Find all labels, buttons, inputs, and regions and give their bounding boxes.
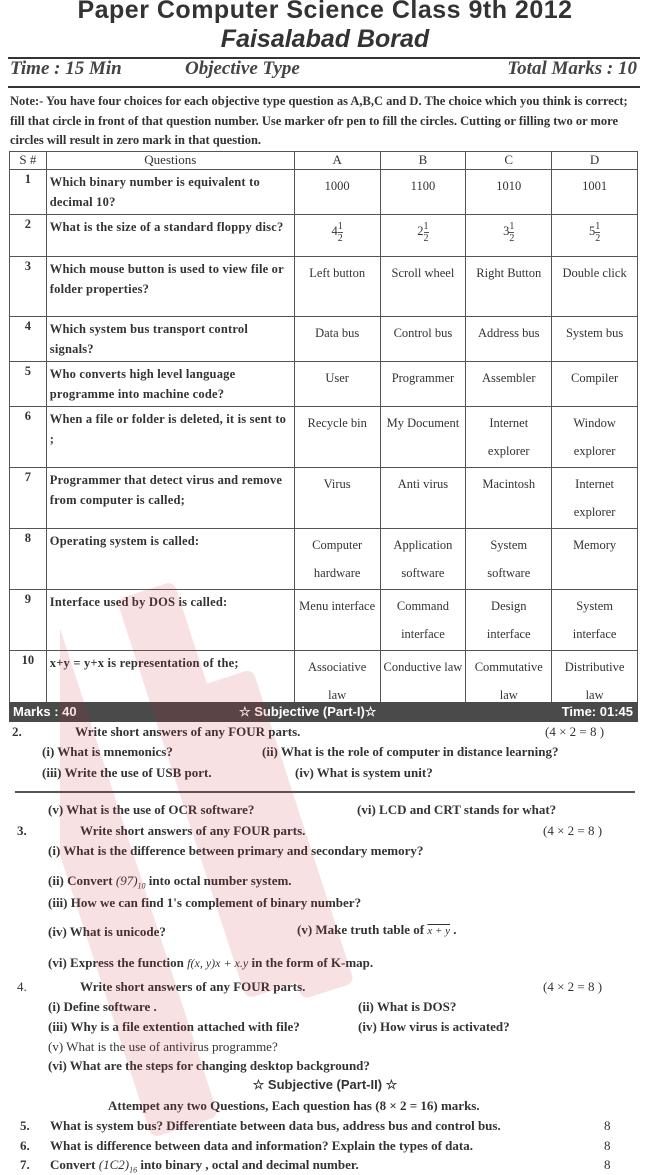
- question-text: Which binary number is equivalent to decimal 10?: [46, 170, 294, 215]
- option-c: Macintosh: [466, 468, 552, 529]
- q7-prefix: Convert: [50, 1157, 96, 1172]
- question-number: 10: [10, 651, 47, 712]
- q7-suffix: into binary , octal and decimal number.: [140, 1157, 359, 1172]
- table-row: [10, 215, 638, 257]
- option-c: Address bus: [466, 317, 552, 362]
- option-d: Distributive law: [552, 651, 638, 712]
- q3-v-prefix: (v) Make truth table of: [297, 922, 425, 937]
- option-b: 2 $\frac{1}{2}$: [380, 215, 466, 257]
- q3-part-vi: [48, 955, 373, 971]
- question-number: 4: [10, 317, 47, 362]
- section-divider: [15, 791, 635, 793]
- option-d: Double click: [552, 257, 638, 317]
- option-c: 1010: [466, 170, 552, 215]
- option-a: Associative law: [294, 651, 380, 712]
- question-text: x+y = y+x is representation of the;: [46, 651, 294, 712]
- option-d: Window explorer: [552, 407, 638, 468]
- q3-ii-suffix: into octal number system.: [148, 873, 292, 888]
- part2-instruction: Attempet any two Questions, Each question has (8 × 2 = 16) marks.: [108, 1098, 480, 1113]
- q3-heading: Write short answers of any FOUR parts.: [80, 823, 306, 838]
- option-b: Anti virus: [380, 468, 466, 529]
- option-a: Menu interface: [294, 590, 380, 651]
- question-number: 2: [10, 215, 47, 257]
- table-row: [10, 529, 638, 590]
- option-a: Recycle bin: [294, 407, 380, 468]
- q2-marks: (4 × 2 = 8 ): [545, 724, 605, 739]
- q2-part-iv: (iv) What is system unit?: [295, 765, 433, 780]
- q2-part-iii: (iii) Write the use of USB port.: [42, 765, 212, 780]
- option-c: Internet explorer: [466, 407, 552, 468]
- option-d: 5 $\frac{1}{2}$: [552, 215, 638, 257]
- q4-number: 4.: [17, 979, 27, 994]
- q4-part-iv: (iv) How virus is activated?: [358, 1019, 510, 1034]
- option-b: Conductive law: [380, 651, 466, 712]
- col-header: A: [294, 152, 380, 170]
- q4-marks: (4 × 2 = 8 ): [543, 979, 603, 994]
- q7-number: 7.: [20, 1157, 30, 1172]
- option-a: 1000: [294, 170, 380, 215]
- q3-marks: (4 × 2 = 8 ): [543, 823, 603, 838]
- subjective-header-bar: [9, 702, 638, 722]
- question-text: Who converts high level language programme into machine code?: [46, 362, 294, 407]
- q3-part-i: (i) What is the difference between primary and secondary memory?: [48, 843, 424, 858]
- mixed-fraction: 3: [503, 224, 510, 238]
- option-b: Programmer: [380, 362, 466, 407]
- table-row: [10, 362, 638, 407]
- q3-vi-suffix: in the form of K-map.: [251, 955, 374, 970]
- time-label: Time : 15 Min: [10, 58, 122, 79]
- table-row: [10, 407, 638, 468]
- q7-number-value: [98, 1157, 138, 1175]
- q3-part-iv: (iv) What is unicode?: [48, 924, 166, 939]
- q3-vi-expression: f(x, y)x + x.y: [187, 956, 249, 970]
- option-c: Design interface: [466, 590, 552, 651]
- question-text: What is the size of a standard floppy disc?: [46, 215, 294, 257]
- question-number: 6: [10, 407, 47, 468]
- option-c: Assembler: [466, 362, 552, 407]
- question-number: 8: [10, 529, 47, 590]
- q3-v-suffix: .: [453, 922, 457, 937]
- question-text: Interface used by DOS is called:: [46, 590, 294, 651]
- option-b: 1100: [380, 170, 466, 215]
- subjective-title: ☆ Subjective (Part-I)☆: [239, 704, 377, 719]
- q6-marks: 8: [604, 1138, 611, 1153]
- question-number: 1: [10, 170, 47, 215]
- option-b: Scroll wheel: [380, 257, 466, 317]
- mixed-fraction: 2: [417, 224, 424, 238]
- q2-heading: Write short answers of any FOUR parts.: [75, 724, 301, 739]
- subjective-marks: Marks : 40: [13, 704, 77, 719]
- marks-value: 8: [604, 1157, 611, 1172]
- q5-number: 5.: [20, 1118, 30, 1133]
- option-a: Left button: [294, 257, 380, 317]
- option-b: Control bus: [380, 317, 466, 362]
- col-header: Questions: [46, 152, 294, 170]
- paper-title: Paper Computer Science Class 9th 2012: [77, 0, 573, 24]
- option-c: Right Button: [466, 257, 552, 317]
- number-base: 10: [137, 881, 146, 891]
- note-text: You have four choices for each objective type question as A,B,C and D. The choice which you think is correct; fill that circle in front of that question number. Use marker ofr pen to fill the circles. Cutting or filling two or more circles will result in zero mark in that question.: [10, 94, 628, 147]
- option-d: Internet explorer: [552, 468, 638, 529]
- option-a: Computer hardware: [294, 529, 380, 590]
- option-d: Compiler: [552, 362, 638, 407]
- number-value: (97): [115, 873, 138, 888]
- option-a: User: [294, 362, 380, 407]
- option-b: My Document: [380, 407, 466, 468]
- q5-text: What is system bus? Differentiate between data bus, address bus and control bus.: [50, 1118, 501, 1133]
- q2-part-i: (i) What is mnemonics?: [42, 744, 173, 759]
- option-a: Virus: [294, 468, 380, 529]
- mixed-fraction: 4: [331, 224, 338, 238]
- q3-ii-prefix: (ii) Convert: [48, 873, 113, 888]
- q2-part-v: (v) What is the use of OCR software?: [48, 802, 255, 817]
- header-divider-bottom: [8, 86, 640, 88]
- option-c: Commutative law: [466, 651, 552, 712]
- question-text: Which system bus transport control signals?: [46, 317, 294, 362]
- col-header: S #: [10, 152, 47, 170]
- subjective-time: Time: 01:45: [561, 704, 633, 719]
- option-a: 4 $\frac{1}{2}$: [294, 215, 380, 257]
- option-d: System interface: [552, 590, 638, 651]
- col-header: B: [380, 152, 466, 170]
- q2-part-vi: (vi) LCD and CRT stands for what?: [357, 802, 557, 817]
- option-d: System bus: [552, 317, 638, 362]
- q2-number: 2.: [12, 724, 22, 739]
- q3-part-iii: (iii) How we can find 1's complement of binary number?: [48, 895, 362, 910]
- q3-number: 3.: [17, 823, 27, 838]
- col-header: D: [552, 152, 638, 170]
- option-c: System software: [466, 529, 552, 590]
- option-c: 3 $\frac{1}{2}$: [466, 215, 552, 257]
- option-a: Data bus: [294, 317, 380, 362]
- q3-part-ii: [48, 873, 292, 891]
- question-text: Which mouse button is used to view file or folder properties?: [46, 257, 294, 317]
- total-marks: Total Marks : 10: [507, 58, 637, 79]
- table-row: [10, 170, 638, 215]
- q4-heading: Write short answers of any FOUR parts.: [80, 979, 306, 994]
- q3-part-v: [297, 922, 457, 938]
- q2-part-ii: (ii) What is the role of computer in distance learning?: [262, 744, 559, 759]
- question-text: When a file or folder is deleted, it is sent to ;: [46, 407, 294, 468]
- q7-text: [50, 1157, 359, 1175]
- q4-part-v: (v) What is the use of antivirus programme?: [48, 1039, 278, 1054]
- q6-number: 6.: [20, 1138, 30, 1153]
- question-number: 5: [10, 362, 47, 407]
- question-number: 3: [10, 257, 47, 317]
- question-text: Programmer that detect virus and remove from computer is called;: [46, 468, 294, 529]
- option-b: Command interface: [380, 590, 466, 651]
- question-number: 9: [10, 590, 47, 651]
- part2-title: ☆ Subjective (Part-II) ☆: [252, 1077, 398, 1092]
- number-base: 16: [129, 1165, 138, 1175]
- q4-part-i: (i) Define software .: [48, 999, 157, 1014]
- table-row: [10, 590, 638, 651]
- q7-marks: [604, 1157, 611, 1173]
- paper-type: Objective Type: [185, 58, 300, 79]
- board-name: Faisalabad Borad: [220, 25, 430, 53]
- q3-ii-number: [115, 873, 146, 891]
- q3-vi-prefix: (vi) Express the function: [48, 955, 184, 970]
- table-row: [10, 257, 638, 317]
- q3-v-expression: x + y: [427, 925, 451, 937]
- option-d: 1001: [552, 170, 638, 215]
- col-header: C: [466, 152, 552, 170]
- q4-part-vi: (vi) What are the steps for changing desktop background?: [48, 1058, 370, 1073]
- objective-table: [9, 151, 638, 712]
- table-row: [10, 468, 638, 529]
- question-text: Operating system is called:: [46, 529, 294, 590]
- instructions-note: [10, 92, 638, 151]
- mixed-fraction: 5: [588, 224, 596, 238]
- table-row: [10, 317, 638, 362]
- table-header-row: [10, 152, 638, 170]
- q5-marks: 8: [604, 1118, 611, 1133]
- option-d: Memory: [552, 529, 638, 590]
- note-label: Note:-: [10, 94, 44, 108]
- q6-text: What is difference between data and information? Explain the types of data.: [50, 1138, 473, 1153]
- q4-part-ii: (ii) What is DOS?: [358, 999, 457, 1014]
- option-b: Application software: [380, 529, 466, 590]
- q4-part-iii: (iii) Why is a file extention attached with file?: [48, 1019, 300, 1034]
- question-number: 7: [10, 468, 47, 529]
- number-value: (1C2): [98, 1157, 130, 1172]
